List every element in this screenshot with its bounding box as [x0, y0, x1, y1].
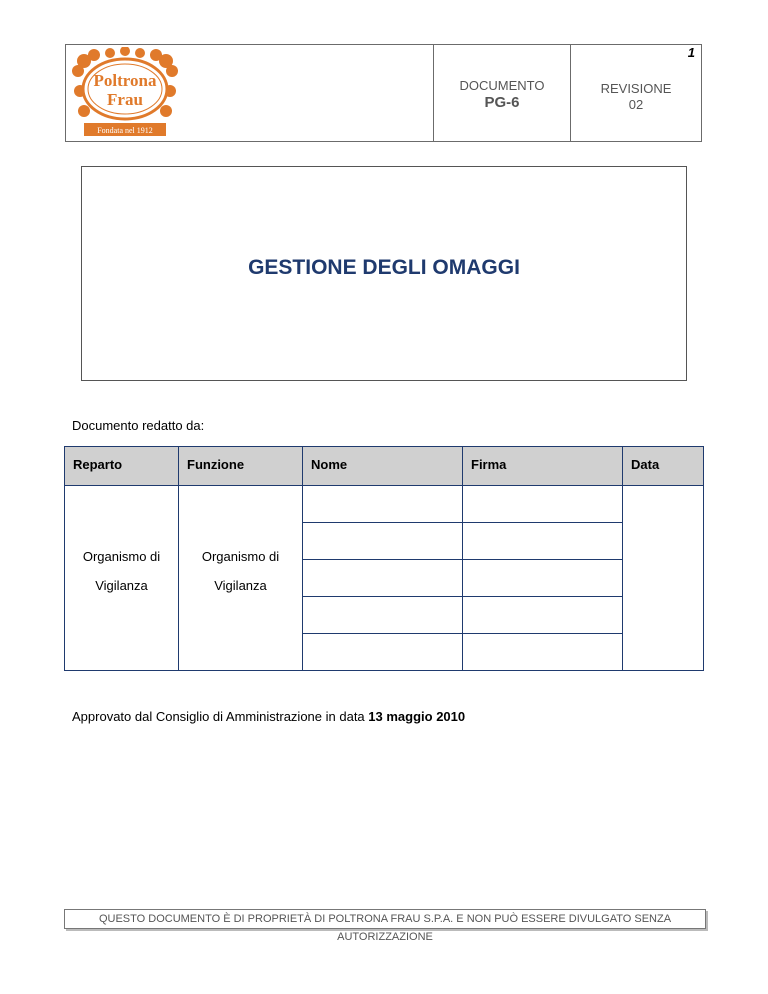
approval-statement [72, 709, 465, 724]
document-header [65, 44, 702, 142]
footer-notice: QUESTO DOCUMENTO È DI PROPRIETÀ DI POLTRONA FRAU S.P.A. E NON PUÒ ESSERE DIVULGATO SENZA AUTORIZZAZIONE [64, 909, 706, 929]
header-nome: Nome [311, 457, 348, 472]
funzione-line1: Organismo di [201, 549, 280, 564]
header-data: Data [631, 457, 660, 472]
approval-text: Approvato dal Consiglio di Amministrazione in data [72, 709, 365, 724]
header-funzione: Funzione [187, 457, 245, 472]
logo-brand-line1: Poltrona [93, 71, 157, 90]
approval-table [64, 446, 704, 671]
revision-cell [571, 45, 701, 141]
document-code: PG-6 [484, 94, 520, 111]
document-cell [434, 45, 571, 141]
table-header-row [65, 447, 703, 486]
revision-value: 02 [628, 97, 644, 112]
logo-cell [66, 45, 434, 141]
document-title: GESTIONE DEGLI OMAGGI [248, 256, 520, 279]
redatto-label: Documento redatto da: [72, 418, 205, 433]
reparto-line1: Organismo di [82, 549, 161, 564]
funzione-line2: Vigilanza [214, 578, 267, 593]
row-divider [303, 559, 623, 560]
header-firma: Firma [471, 457, 507, 472]
logo-brand-line2: Frau [107, 90, 143, 109]
row-divider [303, 522, 623, 523]
logo-tagline: Fondata nel 1912 [97, 126, 153, 135]
row-divider [303, 596, 623, 597]
poltrona-frau-logo [70, 47, 180, 139]
document-label: DOCUMENTO [459, 78, 545, 93]
revision-label: REVISIONE [600, 81, 672, 96]
reparto-line2: Vigilanza [95, 578, 148, 593]
page-number: 1 [687, 45, 695, 60]
funzione-cell [179, 542, 302, 600]
reparto-cell [65, 542, 178, 600]
row-divider [303, 633, 623, 634]
title-box [81, 166, 687, 381]
approval-date: 13 maggio 2010 [368, 709, 466, 724]
header-reparto: Reparto [73, 457, 123, 472]
